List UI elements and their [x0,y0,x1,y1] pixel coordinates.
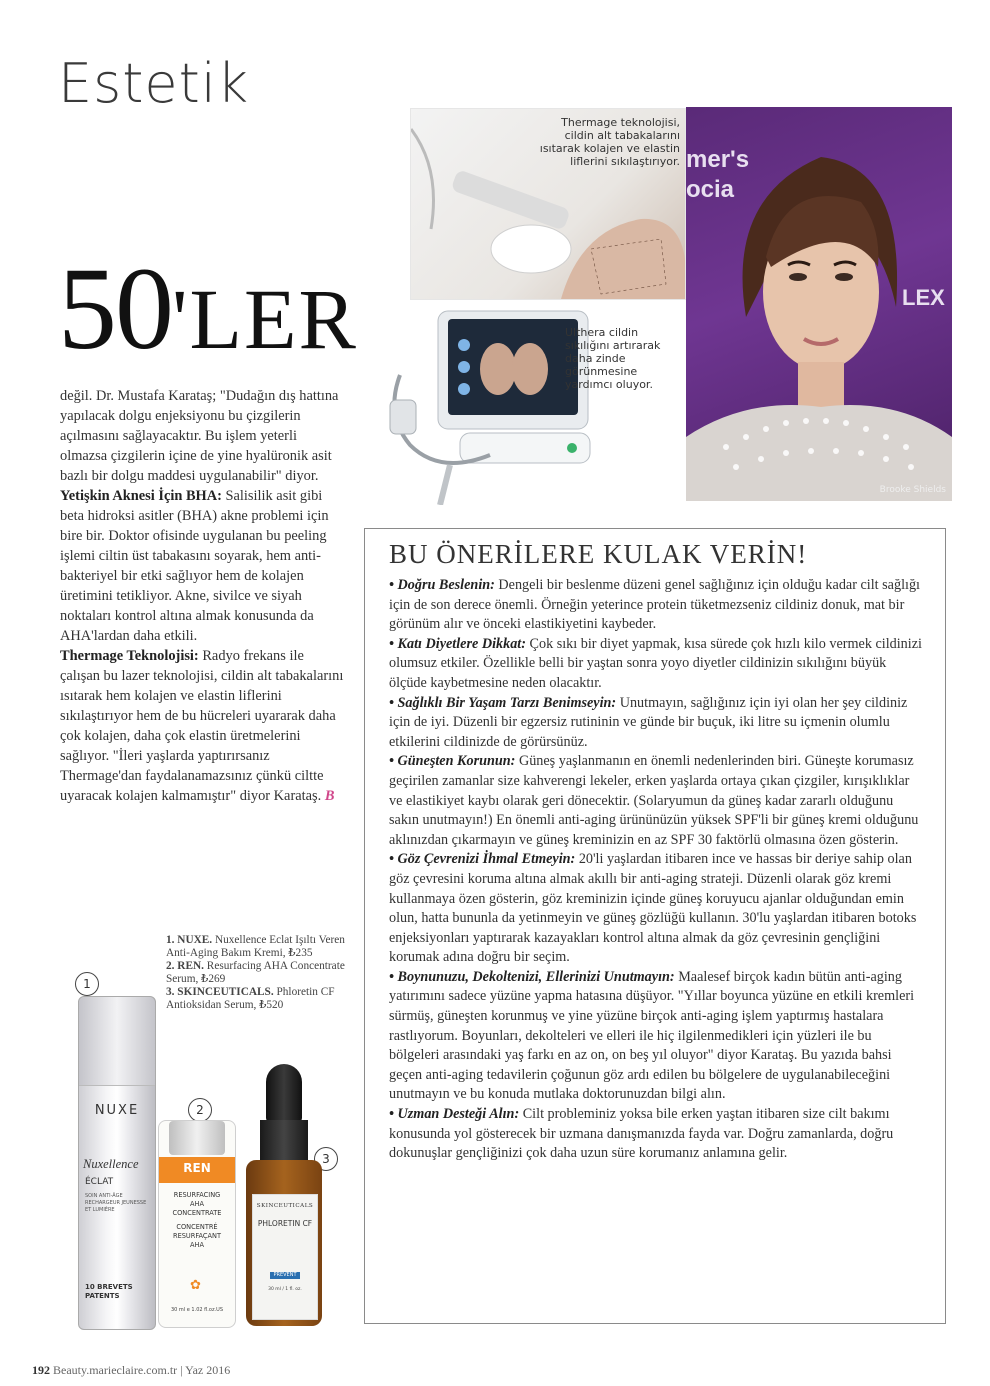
tip-item [389,694,923,753]
skinc-label [252,1194,318,1320]
tip-text: 20'li yaşlardan itibaren ince ve hassas bir deriye sahip olan göz çevresini koruma altına almak akıllı bir anti-aging strateji. Düzenli olarak göz kremi kullanmaya özen gösterin, göz kreminizin içinde güneş koruyucu ajanlar olduğundan emin olun, hatta bununla da yetinmeyin ve güneş gözlüğü kullanın. 30'lu yaşlardan itibaren botoks enjeksiyonları yaptırarak kazayakları kontrol altına almak da göz çevresinin gençliğini korumak adına doğru bir seçim. [389,851,917,966]
nuxe-brand: NUXE [94,1103,140,1118]
ren-line: CONCENTRÉ [176,1223,218,1231]
ren-line: RESURFAÇANT [173,1232,221,1240]
nuxe-badge: 10 BREVETS PATENTS [85,1283,133,1300]
ren-text [161,1191,233,1250]
tip-lead: • Katı Diyetlere Dikkat: [389,635,526,652]
nuxe-cap [79,997,155,1086]
tip-text: Çok sıkı bir diyet yapmak, kısa sürede çok hızlı kilo vermek cildinizi olumsuz etkiler. Özellikle belli bir yaştan sonra yoyo diyetler cildinizin sıkılığını büyük ölçüde kaybetmesine neden olacaktır. [389,635,922,691]
backdrop-text-1: mer's [686,146,750,173]
product-desc: Nuxellence Eclat Işıltı Veren Anti-Aging Bakım Kremi, ₺235 [166,934,345,959]
portrait-photo [686,107,952,501]
ren-flower-icon: ✿ [190,1277,201,1292]
dropper-collar [260,1120,308,1162]
product-marker-2: 2 [188,1098,212,1122]
tip-text: Unutmayın, sağlığınız için iyi olan her şey cildiniz için de iyi. Düzenli bir egzersiz rutininin ve günde bir buçuk, iki litre su içmenin olumlu etkilerini cildinizde de görürsünüz. [389,694,908,750]
left-column-text [60,386,345,806]
bha-text: Salisilik asit gibi beta hidroksi asitler (BHA) akne problemi için bire bir. Doktor ofisinde uygulanan bu peeling işlemi ciltin üst tabakasını soyarak, hem anti-bakteriyel bir etki sağlıyor hem de kolajen üretimini tetikliyor. Akne, sivilce ve siyah noktaları kontrol altına almak konusunda da AHA'lardan daha etkili. [60,488,329,644]
backdrop-text-2: ocia [686,176,735,203]
ren-line: RESURFACING [173,1191,221,1199]
product-entry [166,960,366,986]
tip-lead: • Sağlıklı Bir Yaşam Tarzı Benimseyin: [389,694,617,711]
ren-line: AHA [190,1200,204,1208]
tip-text: Dengeli bir beslenme düzeni genel sağlığınız için olduğu kadar cilt sağlığı için de son derece önemli. Örneğin yeterince protein tüketmezseniz cildiniz donuk, mat bir görünüm alır ve önceki elastikiyetini kaybeder. [389,577,920,633]
tips-box [364,528,946,1324]
tip-text: Cilt probleminiz yoksa bile erken yaştan itibaren size cilt bakımı konusunda yol gösterecek bir uzmana danışmanızda fayda var. Doğru zamanlarda, doğru dokunuşlar gençliğinizi çok daha uzun süre korumanız anlamına gelir. [389,1106,894,1162]
portrait-illustration [686,107,952,501]
tip-lead: • Boynunuzu, Dekoltenizi, Ellerinizi Unutmayın: [389,968,675,985]
nuxe-bottle [78,996,156,1330]
skinc-tag: PREVENT [270,1272,300,1279]
bha-lead: Yetişkin Aknesi İçin BHA: [60,488,222,504]
ren-line: CONCENTRATE [172,1209,222,1217]
ren-bottle [158,1120,236,1328]
product-marker-1: 1 [75,972,99,996]
tips-title: BU ÖNERİLERE KULAK VERİN! [389,539,808,569]
tip-lead: • Doğru Beslenin: [389,577,495,593]
end-mark: B [324,788,335,804]
product-desc: Resurfacing AHA Concentrate Serum, ₺269 [166,960,345,985]
page-number: 192 [32,1363,50,1377]
nuxe-sub: ÉCLAT [85,1177,114,1187]
backdrop-text-3: LEX [902,285,945,310]
product-brand: 3. SKINCEUTICALS. [166,986,274,998]
ulthera-caption: Ulthera cildin sıkılığını artırarak daha zinde görünmesine yardımcı oluyor. [565,326,661,391]
product-list [166,934,366,1012]
tip-lead: • Uzman Desteği Alın: [389,1106,520,1123]
page-footer [32,1363,230,1378]
footer-issue: Yaz 2016 [185,1363,231,1377]
ren-cap [169,1121,225,1155]
tip-item [389,635,923,694]
product-brand: 2. REN. [166,960,204,972]
ren-line: AHA [190,1241,204,1249]
section-title: Estetik [58,52,250,115]
product-brand: 1. NUXE. [166,934,213,946]
thermage-caption: Thermage teknolojisi, cildin alt tabakalarını ısıtarak kolajen ve elastin liflerini sıkılaştırıyor. [539,116,680,168]
product-marker-3: 3 [314,1147,338,1171]
thermage-lead: Thermage Teknolojisi: [60,648,199,664]
tip-item [389,850,923,968]
paragraph-thermage [60,646,345,806]
dropper-bulb [266,1064,302,1122]
nuxe-detail: SOIN ANTI-ÂGE RECHARGEUR JEUNESSE ET LUMIÈRE [85,1193,147,1213]
skinc-brand: SKINCEUTICALS [256,1203,314,1209]
skinceuticals-bottle [246,1064,322,1326]
skinc-size: 30 ml / 1 fl. oz. [268,1287,302,1292]
tip-lead: • Göz Çevrenizi İhmal Etmeyin: [389,851,576,868]
tip-text: Güneş yaşlanmanın en önemli nedenlerinden biri. Güneşte korumasız geçirilen zamanlar size kahverengi lekeler, erken yaşlarda ortaya çıkan çizgiler, kırışıklıklar ve elastikiyet kaybı olarak geri dönecektir. (Solaryumun da güneş kadar zararlı olduğunu sakın unutmayın!) En önemli anti-aging ürününüzün yüksek SPF'li bir güneş kremi olduğunu aklınızdan çıkarmayın ve güneş kreminizin en az SPF 30 faktörlü olmasına özen gösterin. [389,753,919,848]
headline-suffix: 'LER [172,271,358,367]
product-entry [166,986,366,1012]
tip-item [389,576,923,635]
footer-sep: | [180,1363,183,1377]
tip-item [389,1105,923,1164]
tip-item [389,752,923,850]
footer-site: Beauty.marieclaire.com.tr [53,1363,178,1377]
paragraph-lips: değil. Dr. Mustafa Karataş; "Dudağın dış hattına yapılacak dolgu enjeksiyonu bu çizgilerin açılmasını sağlayacaktır. Bu işlem yeterli olmazsa çizgilerin içine de yine hyalüronik asit bazlı bir dolgu maddesi uygulanabilir" diyor. [60,388,339,484]
tip-text: Maalesef birçok kadın bütün anti-aging yatırımını sadece yüzüne yapma hatasına düşüyor. "Yıllar boyunca yüzüne en etkili kremleri sürmüş, güneşten korunmuş ve yine yüzüne birçok anti-aging işlem yaptırmış hastalara rastlıyorum. Boyunları, dekolteleri ve elleri ile hiç ilgilenmedikleri için yüzleri ile bu bölgeleri arasındaki yaş farkı en az on, on beş yıl oluyor" diyor Karataş. Bu yazıda bahsi geçen anti-aging tedavilerin çoğunun göz ardı edilen bu bölgelere de uygulanabileceğini unutmayın ve bu konuda mutlaka doktorunuzdan bilgi alın. [389,968,915,1103]
skinc-name: PHLORETIN CF [257,1219,313,1228]
product-desc: Phloretin CF Antioksidan Serum, ₺520 [166,986,335,1011]
thermage-text: Radyo frekans ile çalışan bu lazer teknolojisi, cildin alt tabakalarını ısıtarak hem kolajen ve elastin liflerini sıkılaştırıyor hem de bu hücreleri uyararak daha çok kolajen, daha çok elastin üretmelerini sağlıyor. "İleri yaşlarda yaptırırsanız Thermage'dan faydalanamazsınız çünkü ciltte uyaracak kolajen kalmamıştır" diyor Karataş. [60,648,344,804]
paragraph-bha [60,486,345,646]
photo-credit: Brooke Shields [879,485,946,495]
nuxe-name: Nuxellence [83,1157,139,1171]
ren-size: 30 ml e 1.02 fl.oz.US [170,1307,224,1313]
headline-number: 50 [58,243,172,374]
ren-brand: REN [183,1161,211,1175]
tip-item [389,968,923,1105]
tip-lead: • Güneşten Korunun: [389,753,516,770]
headline [58,243,358,374]
product-entry [166,934,366,960]
